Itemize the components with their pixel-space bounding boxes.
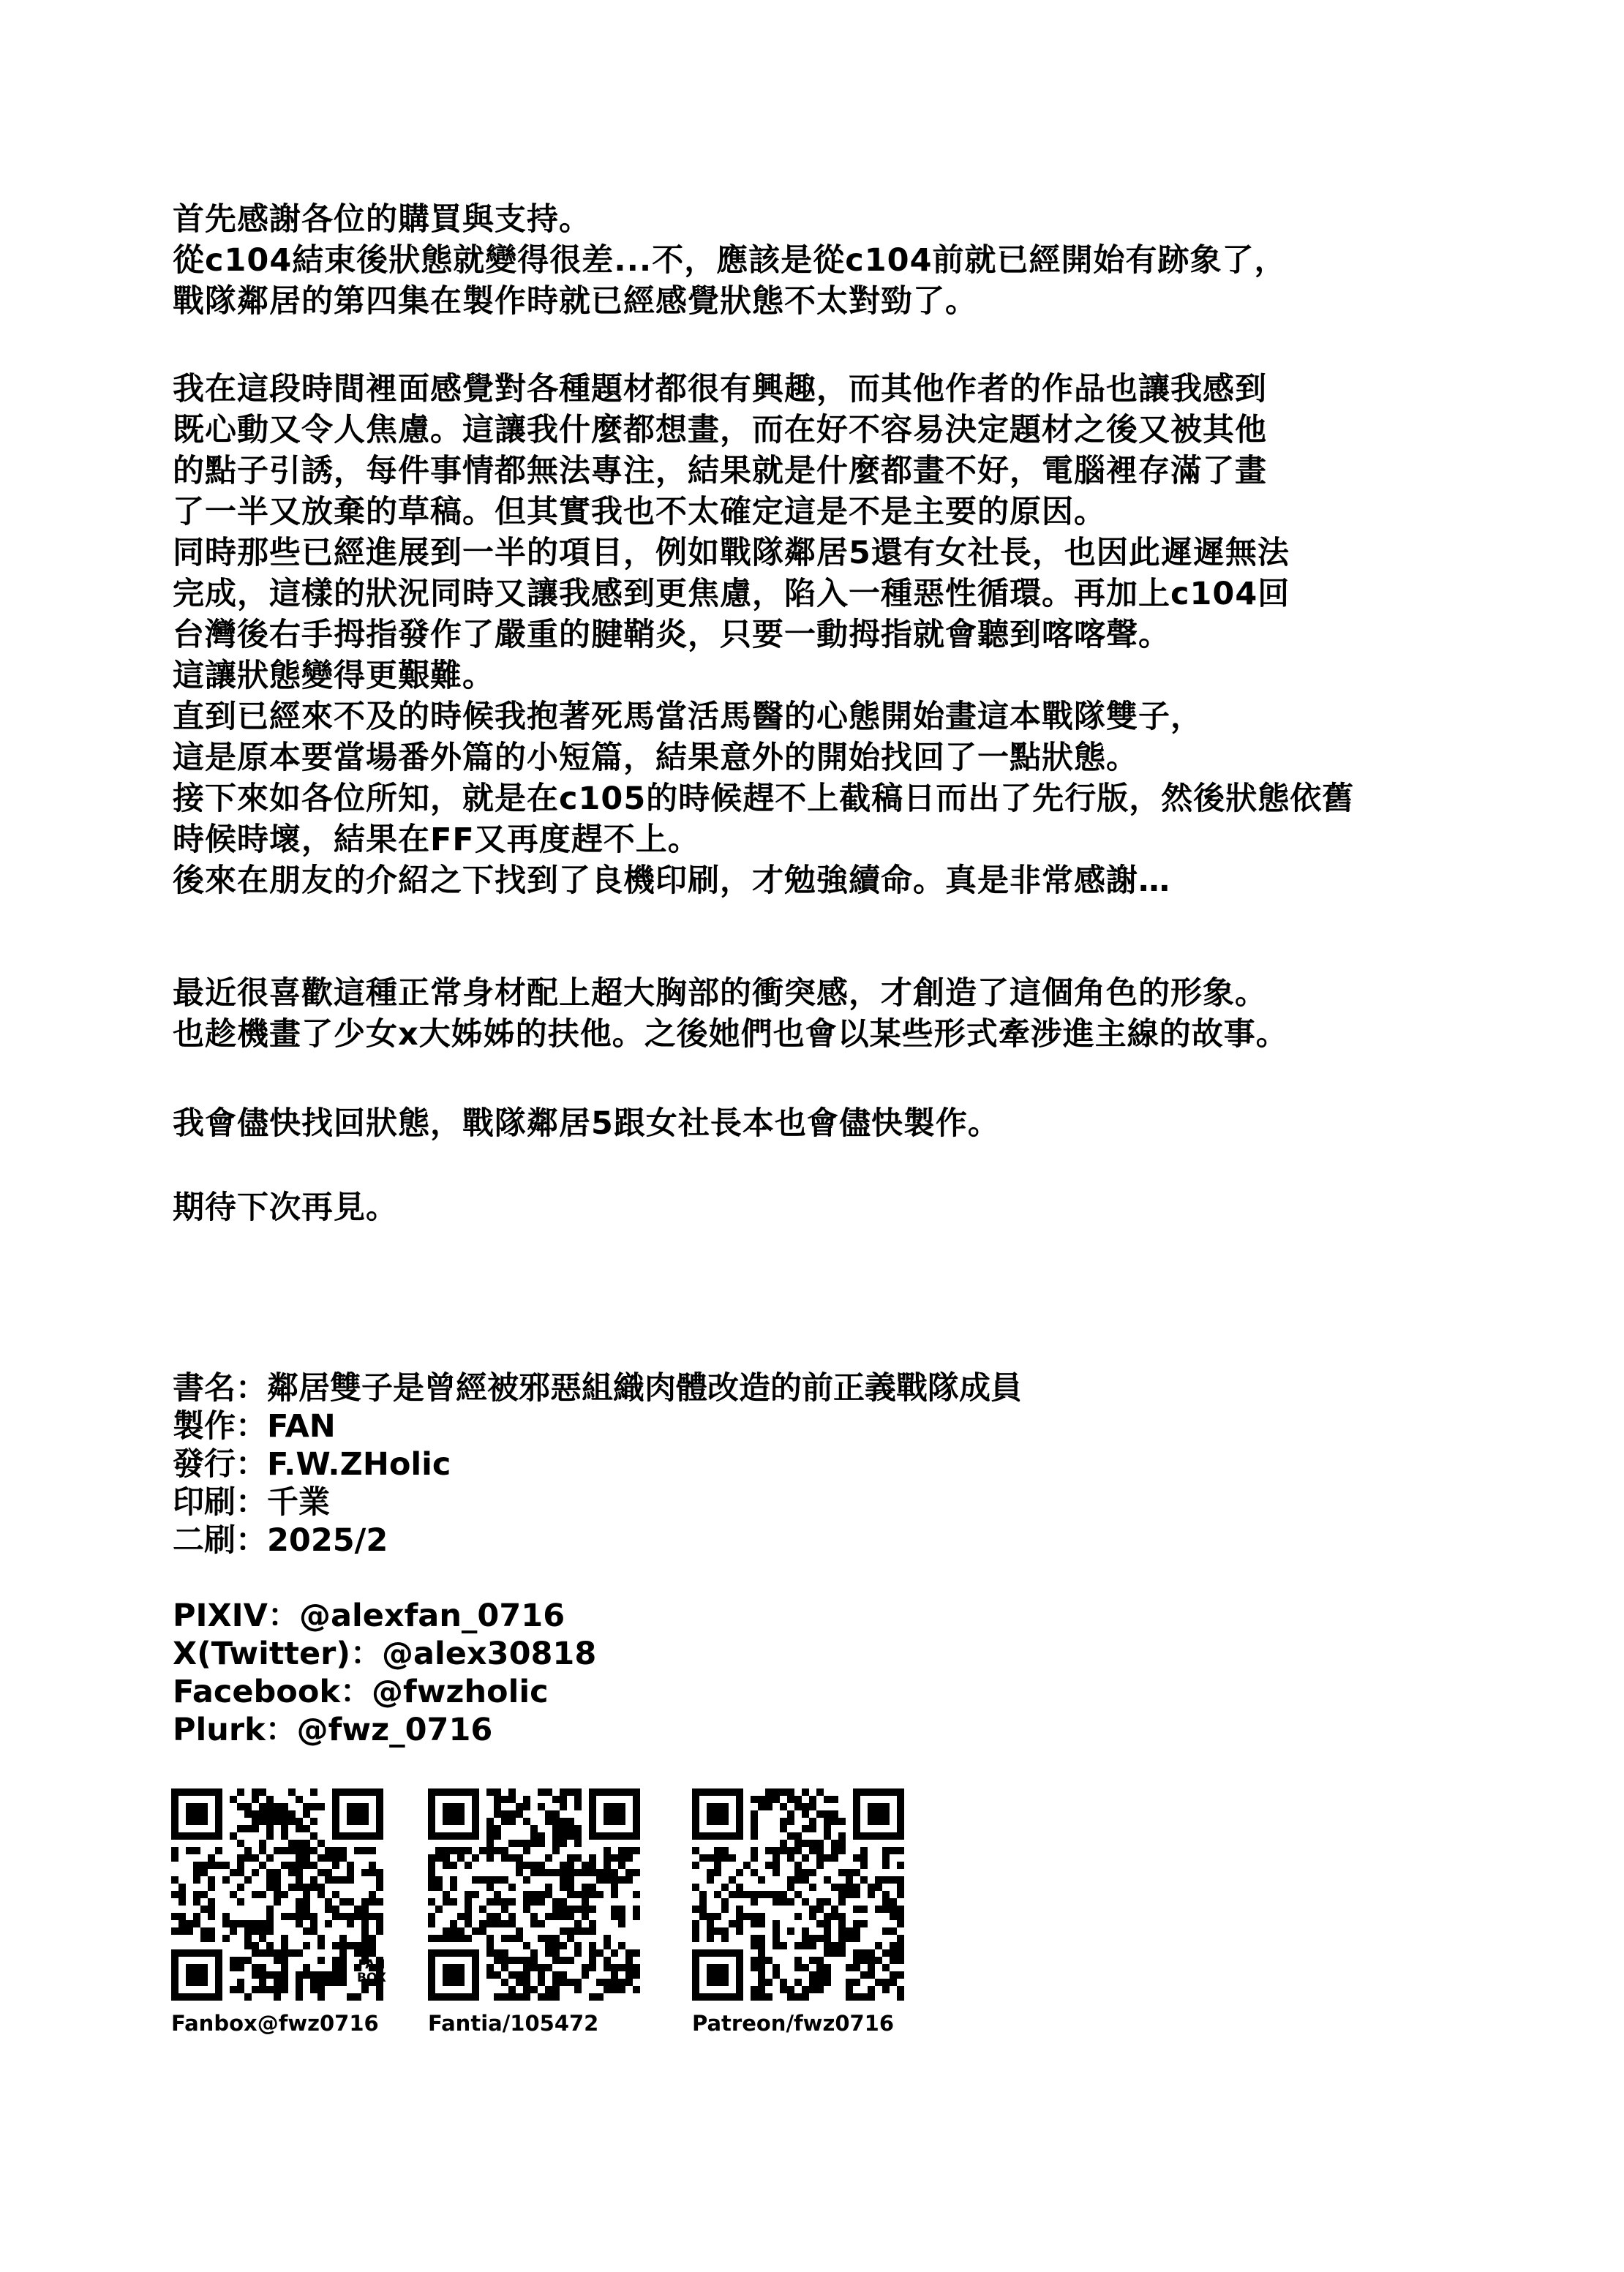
patreon-qr-code-icon	[692, 1788, 904, 2001]
text-line: 了一半又放棄的草稿。但其實我也不太確定這是不是主要的原因。	[173, 494, 1106, 530]
text-line: 接下來如各位所知，就是在c105的時候趕不上截稿日而出了先行版，然後狀態依舊	[173, 780, 1355, 817]
text-line: 最近很喜歡這種正常身材配上超大胸部的衝突感，才創造了這個角色的形象。	[173, 975, 1267, 1012]
text-line: 完成，這樣的狀況同時又讓我感到更焦慮，陷入一種惡性循環。再加上c104回	[173, 576, 1290, 612]
text-line: 期待下次再見。	[173, 1189, 398, 1226]
afterword-paragraph-4	[173, 1103, 1000, 1144]
text-line: 台灣後右手拇指發作了嚴重的腱鞘炎，只要一動拇指就會聽到喀喀聲。	[173, 617, 1170, 653]
qr-block-fanbox	[171, 1788, 391, 2036]
colophon-edition: 二刷：2025/2	[173, 1522, 388, 1559]
text-line: 同時那些已經進展到一半的項目，例如戰隊鄰居5還有女社長，也因此遲遲無法	[173, 535, 1290, 571]
qr-caption-fanbox: Fanbox@fwz0716	[171, 2011, 379, 2036]
text-line: 這是原本要當場番外篇的小短篇，結果意外的開始找回了一點狀態。	[173, 740, 1138, 776]
text-line: 首先感謝各位的購買與支持。	[173, 201, 591, 238]
colophon-printer: 印刷：千業	[173, 1484, 330, 1521]
colophon	[173, 1369, 1022, 1560]
social-plurk: Plurk：@fwz_0716	[173, 1712, 493, 1748]
fanbox-logo-icon: FAN BOX	[357, 1957, 386, 1985]
afterword-paragraph-5	[173, 1187, 398, 1228]
social-links	[173, 1597, 596, 1749]
social-facebook: Facebook：@fwzholic	[173, 1674, 549, 1710]
social-twitter: X(Twitter)：@alex30818	[173, 1636, 597, 1672]
text-line: 也趁機畫了少女x大姊姊的扶他。之後她們也會以某些形式牽涉進主線的故事。	[173, 1016, 1288, 1053]
qr-block-patreon	[692, 1788, 911, 2036]
text-line: 我在這段時間裡面感覺對各種題材都很有興趣，而其他作者的作品也讓我感到	[173, 371, 1267, 407]
text-line: 我會儘快找回狀態，戰隊鄰居5跟女社長本也會儘快製作。	[173, 1105, 1000, 1142]
afterword-paragraph-1	[173, 199, 1287, 322]
text-line: 從c104結束後狀態就變得很差...不，應該是從c104前就已經開始有跡象了，	[173, 242, 1287, 279]
text-line: 時候時壞，結果在FF又再度趕不上。	[173, 821, 700, 858]
colophon-title: 書名：鄰居雙子是曾經被邪惡組織肉體改造的前正義戰隊成員	[173, 1370, 1022, 1407]
qr-caption-fantia: Fantia/105472	[428, 2011, 599, 2036]
fantia-qr-code-icon	[428, 1788, 640, 2001]
colophon-author: 製作：FAN	[173, 1408, 336, 1445]
text-line: 既心動又令人焦慮。這讓我什麼都想畫，而在好不容易決定題材之後又被其他	[173, 412, 1267, 448]
colophon-publisher: 發行：F.W.ZHolic	[173, 1446, 451, 1483]
text-line: 的點子引誘，每件事情都無法專注，結果就是什麼都畫不好，電腦裡存滿了畫	[173, 453, 1267, 489]
qr-caption-patreon: Patreon/fwz0716	[692, 2011, 895, 2036]
fanbox-qr-code-icon	[171, 1788, 383, 2001]
social-pixiv: PIXIV：@alexfan_0716	[173, 1598, 565, 1634]
text-line: 戰隊鄰居的第四集在製作時就已經感覺狀態不太對勁了。	[173, 283, 977, 320]
qr-block-fantia	[428, 1788, 647, 2036]
afterword-paragraph-3	[173, 973, 1288, 1055]
afterword-paragraph-2	[173, 369, 1354, 901]
text-line: 直到已經來不及的時候我抱著死馬當活馬醫的心態開始畫這本戰隊雙子，	[173, 699, 1203, 735]
text-line: 這讓狀態變得更艱難。	[173, 658, 495, 694]
text-line: 後來在朋友的介紹之下找到了良機印刷，才勉強續命。真是非常感謝…	[173, 862, 1170, 899]
